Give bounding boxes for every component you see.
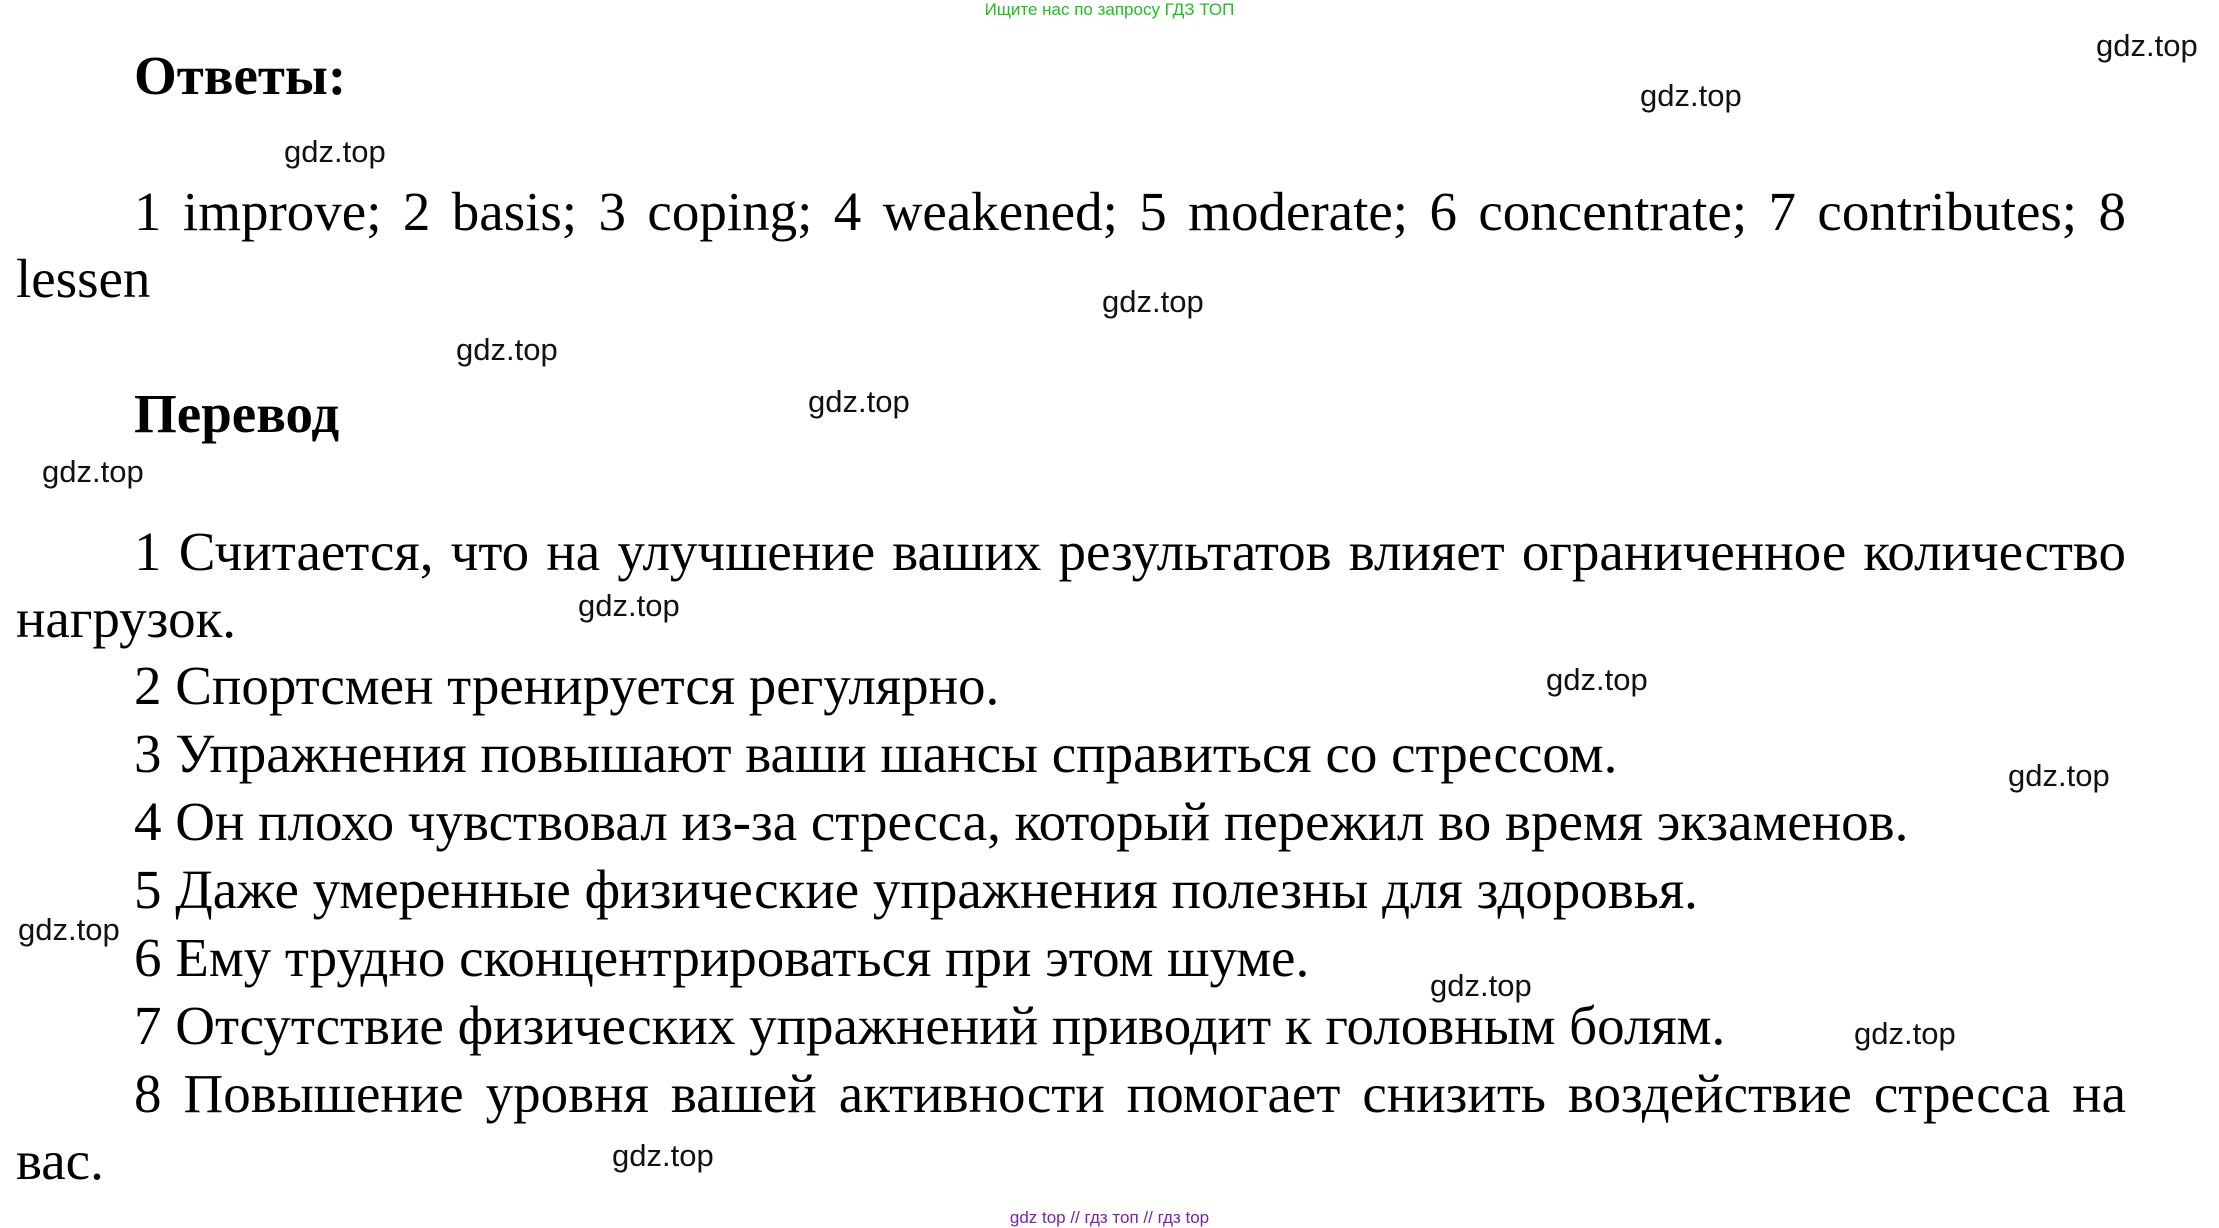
watermark: gdz.top bbox=[612, 1138, 714, 1173]
watermark: gdz.top bbox=[2096, 28, 2198, 63]
watermark: gdz.top bbox=[1640, 78, 1742, 113]
translation-heading: Перевод bbox=[134, 383, 340, 444]
footer-link-gdz-top-ru[interactable]: гдз топ bbox=[1084, 1208, 1139, 1227]
watermark: gdz.top bbox=[284, 134, 386, 169]
answers-text: 1 improve; 2 basis; 3 coping; 4 weakened; 5 moderate; 6 concentrate; 7 contributes; 8 lessen bbox=[16, 181, 2126, 309]
watermark: gdz.top bbox=[456, 332, 558, 367]
watermark: gdz.top bbox=[808, 384, 910, 419]
watermark: gdz.top bbox=[1854, 1016, 1956, 1051]
answers-heading: Ответы: bbox=[134, 45, 347, 106]
translation-item-4: 4 Он плохо чувствовал из-за стресса, который пережил во время экзаменов. bbox=[134, 791, 1909, 852]
watermark: gdz.top bbox=[1102, 284, 1204, 319]
footer-link-gdz-top[interactable]: gdz top bbox=[1009, 1208, 1066, 1227]
translation-item-3: 3 Упражнения повышают ваши шансы справиться со стрессом. bbox=[134, 723, 1618, 784]
watermark: gdz.top bbox=[578, 588, 680, 623]
translation-item-1: 1 Считается, что на улучшение ваших результатов влияет ограниченное количество нагрузок. bbox=[16, 521, 2126, 649]
watermark: gdz.top bbox=[2008, 758, 2110, 793]
watermark: gdz.top bbox=[1546, 662, 1648, 697]
footer-separator: // bbox=[1138, 1208, 1158, 1227]
footer-links bbox=[0, 1208, 2219, 1228]
translation-item-5: 5 Даже умеренные физические упражнения полезны для здоровья. bbox=[134, 859, 1698, 920]
footer-link-gdz-top-mixed[interactable]: гдз top bbox=[1157, 1208, 1210, 1227]
translation-item-6: 6 Ему трудно сконцентрироваться при этом шуме. bbox=[134, 927, 1310, 988]
watermark: gdz.top bbox=[18, 912, 120, 947]
watermark: gdz.top bbox=[42, 454, 144, 489]
translation-item-8: 8 Повышение уровня вашей активности помогает снизить воздействие стресса на вас. bbox=[16, 1063, 2126, 1191]
watermark: gdz.top bbox=[1430, 968, 1532, 1003]
footer-separator: // bbox=[1065, 1208, 1085, 1227]
top-banner: Ищите нас по запросу ГДЗ ТОП bbox=[984, 0, 1235, 19]
translation-item-2: 2 Спортсмен тренируется регулярно. bbox=[134, 655, 1000, 716]
translation-item-7: 7 Отсутствие физических упражнений приводит к головным болям. bbox=[134, 995, 1726, 1056]
